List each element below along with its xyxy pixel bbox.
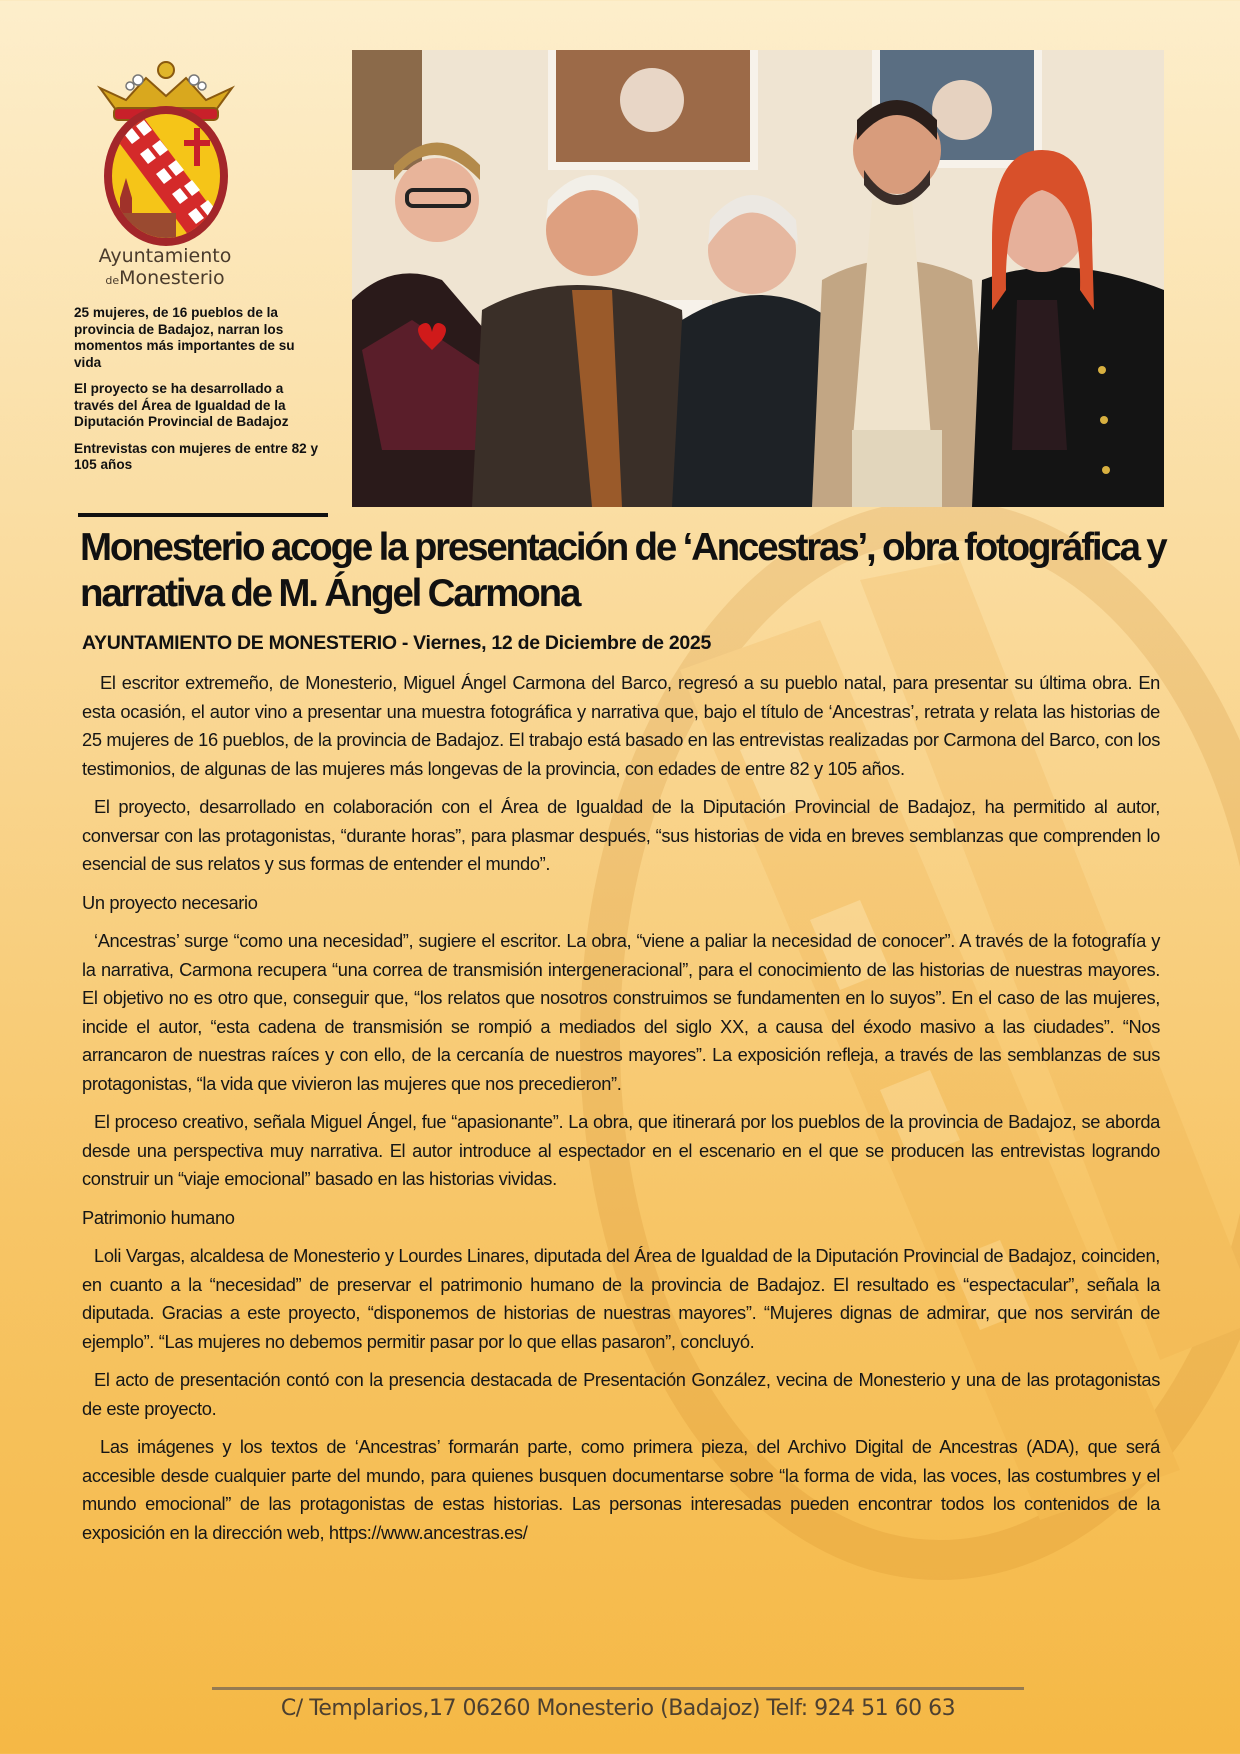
logo-line-2 xyxy=(60,267,270,292)
article-subheading: Patrimonio humano xyxy=(82,1206,235,1228)
article-paragraph: El proyecto, desarrollado en colaboración con el Área de Igualdad de la Diputación Provincial de Badajoz, ha permitido al autor, conversar con las protagonistas, “durante horas”, para plasmar después, “sus historias de vida en breves semblanzas que comprenden lo esencial de sus relatos y sus formas de entender el mundo”. xyxy=(82,796,1160,874)
headline-divider xyxy=(78,513,328,517)
group-photo xyxy=(352,50,1164,507)
article-subheading: Un proyecto necesario xyxy=(82,891,258,913)
article-paragraph: ‘Ancestras’ surge “como una necesidad”, sugiere el escritor. La obra, “viene a paliar la necesidad de conocer”. A través de la fotografía y la narrativa, Carmona recupera “una correa de transmisión intergeneracional”, para el conocimiento de las historias de nuestras mayores. El objetivo no es otro que, conseguir que, “los relatos que nosotros construimos se fundamenten en lo suyos”. En el caso de las mujeres, incide el autor, “esta cadena de transmisión se rompió a mediados del siglo XX, a causa del éxodo masivo a las ciudades”. “Nos arrancaron de nuestras raíces y con ello, de la cercanía de nuestros mayores”. La exposición refleja, a través de las semblanzas de sus protagonistas, “la vida que vivieron las mujeres que nos precedieron”. xyxy=(82,930,1160,1094)
article-paragraph: Las imágenes y los textos de ‘Ancestras’ formarán parte, como primera pieza, del Archivo Digital de Ancestras (ADA), que será accesible desde cualquier parte del mundo, para quienes busquen documentarse sobre “la forma de vida, las voces, las costumbres y el mundo emocional” de las protagonistas de estas historias. Las personas interesadas pueden encontrar todos los contenidos de la exposición en la dirección web, https://www.ancestras.es/ xyxy=(82,1436,1160,1543)
logo-line-1: Ayuntamiento xyxy=(98,245,232,267)
logo-wordmark xyxy=(60,245,270,292)
article-paragraph: El proceso creativo, señala Miguel Ángel, fue “apasionante”. La obra, que itinerará por los pueblos de la provincia de Badajoz, se aborda desde una perspectiva muy narrativa. El autor introduce al espectador en el escenario en el que se producen las entrevistas logrando construir un “viaje emocional” basado en las historias vividas. xyxy=(82,1111,1160,1189)
article-paragraph: Loli Vargas, alcaldesa de Monesterio y Lourdes Linares, diputada del Área de Igualdad de la Diputación Provincial de Badajoz, coinciden, en cuanto a la “necesidad” de preservar el patrimonio humano de la provincia de Badajoz. El resultado es “espectacular”, señala la diputada. Gracias a este proyecto, “disponemos de historias de nuestras mayores”. “Mujeres dignas de admirar, que nos servirán de ejemplo”. “Las mujeres no debemos permitir pasar por lo que ellas pasaron”, concluyó. xyxy=(82,1245,1160,1352)
group-photo-icon xyxy=(352,50,1164,507)
article-paragraph: El acto de presentación contó con la presencia destacada de Presentación González, vecina de Monesterio y una de las protagonistas de este proyecto. xyxy=(82,1369,1160,1419)
logo-line-2-prefix: de xyxy=(105,274,120,287)
highlight-item: Entrevistas con mujeres de entre 82 y 105 años xyxy=(74,440,319,472)
article-headline: Monesterio acoge la presentación de ‘Ancestras’, obra fotográfica y narrativa de M. Ángel Carmona xyxy=(80,526,1166,615)
logo-line-2-name: Monesterio xyxy=(119,267,225,289)
article-byline: AYUNTAMIENTO DE MONESTERIO - Viernes, 12 de Diciembre de 2025 xyxy=(82,632,712,654)
footer-divider xyxy=(212,1687,1024,1690)
article-paragraph: El escritor extremeño, de Monesterio, Miguel Ángel Carmona del Barco, regresó a su pueblo natal, para presentar su última obra. En esta ocasión, el autor vino a presentar una muestra fotográfica y narrativa que, bajo el título de ‘Ancestras’, retrata y relata las historias de 25 mujeres de 16 pueblos, de la provincia de Badajoz. El trabajo está basado en las entrevistas realizadas por Carmona del Barco, con los testimonios, de algunas de las mujeres más longevas de la provincia, con edades de entre 82 y 105 años. xyxy=(82,672,1160,779)
highlight-item: 25 mujeres, de 16 pueblos de la provincia de Badajoz, narran los momentos más importantes de su vida xyxy=(74,305,295,370)
article-body xyxy=(82,669,1160,1557)
footer-address: C/ Templarios,17 06260 Monesterio (Badajoz) Telf: 924 51 60 63 xyxy=(280,1696,956,1721)
highlight-item: El proyecto se ha desarrollado a través del Área de Igualdad de la Diputación Provincial de Badajoz xyxy=(74,381,289,429)
sidebar-highlights xyxy=(74,305,324,484)
